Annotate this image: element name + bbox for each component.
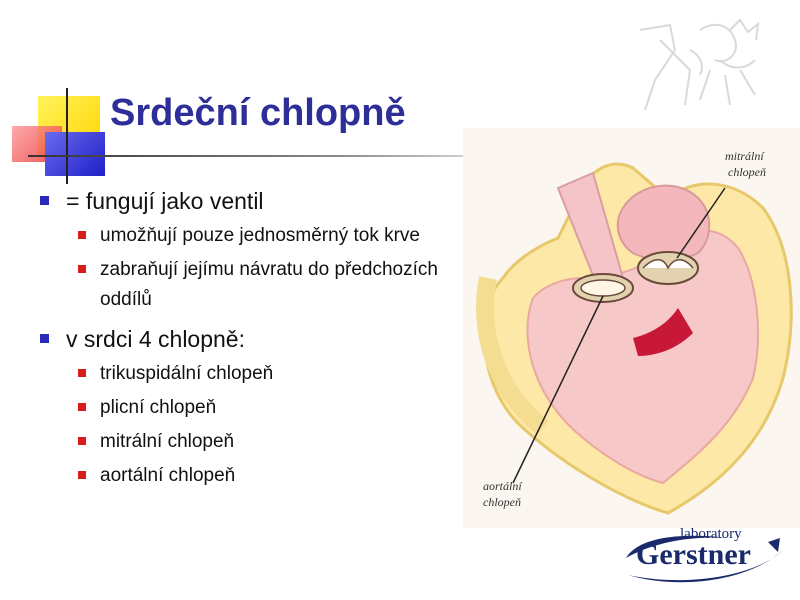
- decor-vertical-line: [66, 88, 68, 184]
- sub-bullet-item: plicní chlopeň: [76, 393, 468, 423]
- lion-emblem-icon: [630, 10, 770, 120]
- title-underline: [28, 155, 463, 157]
- bullet-item: = fungují jako ventil: [38, 185, 468, 217]
- sub-bullet-item: trikuspidální chlopeň: [76, 359, 468, 389]
- sub-bullet-item: aortální chlopeň: [76, 461, 468, 491]
- sub-bullet-item: umožňují pouze jednosměrný tok krve: [76, 221, 468, 251]
- aortal-label-line2: chlopeň: [483, 495, 521, 509]
- slide-title: Srdeční chlopně: [110, 92, 406, 134]
- aortal-label-line1: aortální: [483, 479, 522, 493]
- mitral-label-line1: mitrální: [725, 149, 764, 163]
- sub-bullet-item: zabraňují jejímu návratu do předchozích oddílů: [76, 255, 468, 315]
- sub-bullet-item: mitrální chlopeň: [76, 427, 468, 457]
- bullet-list: [38, 185, 468, 491]
- logo-laboratory-text: laboratory: [680, 526, 742, 542]
- logo-gerstner-text: Gerstner: [636, 538, 751, 571]
- bullet-item: v srdci 4 chlopně:: [38, 323, 468, 355]
- heart-illustration: [463, 128, 800, 528]
- decor-blue-square: [45, 132, 105, 176]
- mitral-label-line2: chlopeň: [728, 165, 766, 179]
